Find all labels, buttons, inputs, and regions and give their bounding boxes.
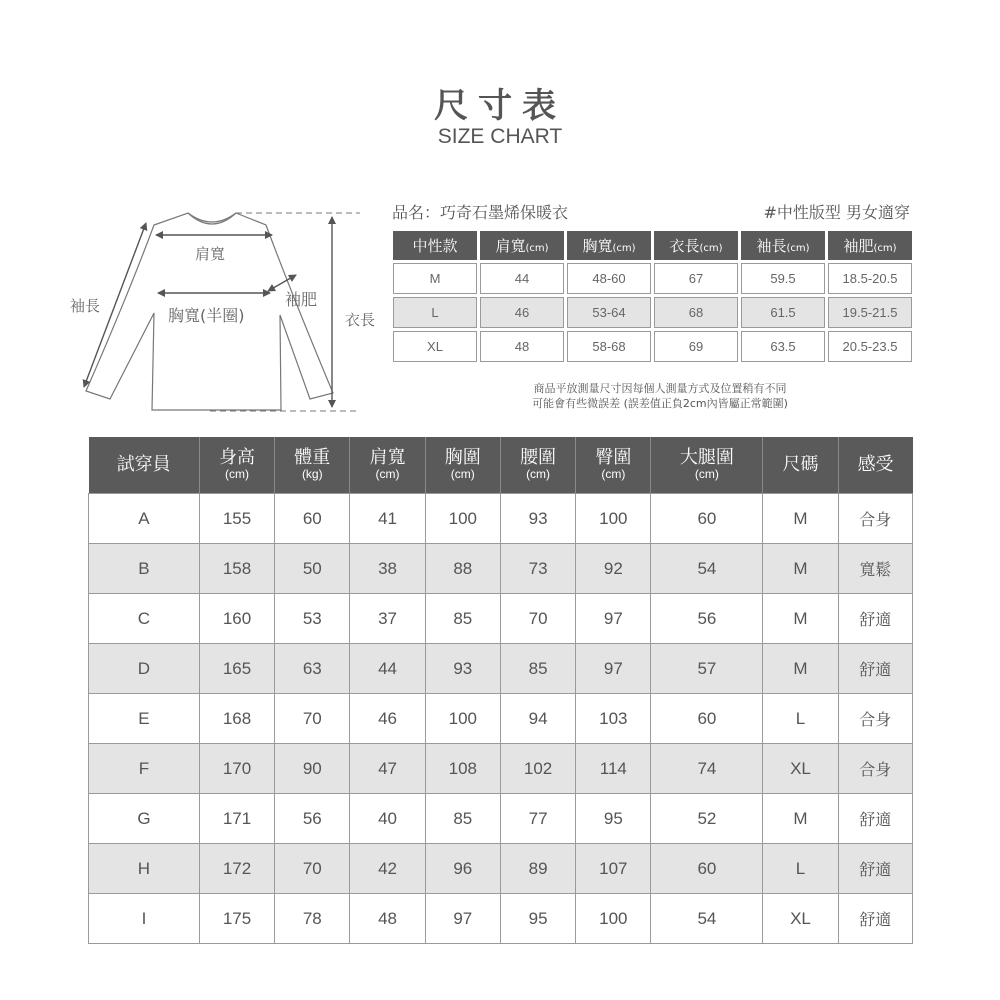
model-table-cell: 103: [576, 694, 651, 744]
note-line-2: 可能會有些微誤差 (誤差值正負2cm內皆屬正常範圍): [532, 397, 788, 410]
model-table-cell: 50: [275, 544, 350, 594]
model-table-cell: 93: [500, 494, 575, 544]
model-table-cell: 172: [199, 844, 274, 894]
model-table-cell: 155: [199, 494, 274, 544]
model-table-cell: 44: [350, 644, 425, 694]
table-row: [89, 894, 913, 944]
model-table-cell: A: [89, 494, 200, 544]
model-table-header-unit: (cm): [225, 467, 249, 481]
model-table-cell: 舒適: [838, 594, 912, 644]
model-table-cell: 60: [651, 844, 763, 894]
garment-diagram: [70, 205, 390, 420]
model-table-header-label: 尺碼: [782, 454, 819, 475]
model-table-cell: 41: [350, 494, 425, 544]
size-table-cell: 19.5-21.5: [828, 297, 912, 328]
model-table-cell: L: [763, 844, 838, 894]
size-table-header-4: [741, 231, 825, 260]
table-row: [393, 297, 912, 328]
model-table-cell: 100: [425, 694, 500, 744]
size-table-header-2: [567, 231, 651, 260]
model-table-cell: 60: [651, 494, 763, 544]
model-table-cell: 73: [500, 544, 575, 594]
model-table-cell: 89: [500, 844, 575, 894]
size-table-cell: 48-60: [567, 263, 651, 294]
model-table-header-unit: (kg): [301, 467, 323, 481]
size-table-cell: 59.5: [741, 263, 825, 294]
model-table-cell: 88: [425, 544, 500, 594]
size-table-cell: 44: [480, 263, 564, 294]
table-row: [89, 644, 913, 694]
model-table-cell: M: [763, 644, 838, 694]
table-row: [89, 794, 913, 844]
model-table-cell: L: [763, 694, 838, 744]
model-table-cell: 38: [350, 544, 425, 594]
size-table-header-unit: (cm): [699, 243, 723, 254]
model-table-header-label: 感受: [857, 454, 894, 475]
shoulder-width-label: 肩寬: [195, 245, 226, 263]
model-table-cell: 85: [425, 794, 500, 844]
size-table-header-label: 衣長: [669, 237, 700, 255]
model-table-cell: 100: [576, 494, 651, 544]
size-table-cell: 46: [480, 297, 564, 328]
model-table-cell: 96: [425, 844, 500, 894]
model-table-cell: 77: [500, 794, 575, 844]
product-name: 品名：巧奇石墨烯保暖衣: [392, 203, 569, 222]
size-table-header-label: 胸寬: [582, 237, 613, 255]
model-table-cell: 53: [275, 594, 350, 644]
model-table-cell: 60: [651, 694, 763, 744]
model-table-cell: 93: [425, 644, 500, 694]
size-table-header-unit: (cm): [786, 243, 810, 254]
model-table-header-unit: (cm): [601, 467, 626, 481]
model-table-cell: 56: [275, 794, 350, 844]
model-table-cell: 舒適: [838, 894, 912, 944]
table-row: [89, 694, 913, 744]
model-table-cell: 97: [425, 894, 500, 944]
model-table-cell: 52: [651, 794, 763, 844]
chest-width-label: 胸寬(半圈): [168, 306, 245, 325]
model-table-cell: 54: [651, 894, 763, 944]
size-table-header-label: 中性款: [412, 237, 458, 255]
size-table-cell: 58-68: [567, 331, 651, 362]
model-table-cell: 74: [651, 744, 763, 794]
sleeve-width-label: 袖肥: [285, 290, 318, 309]
size-table-cell: 18.5-20.5: [828, 263, 912, 294]
model-table-cell: H: [89, 844, 200, 894]
model-table-header-9: [838, 437, 912, 494]
model-fitting-table: [88, 437, 913, 944]
table-row: [89, 494, 913, 544]
table-row: [393, 331, 912, 362]
size-table-cell: 67: [654, 263, 738, 294]
model-table-header-unit: (cm): [694, 467, 719, 481]
size-table-header-5: [828, 231, 912, 260]
size-table-cell: 61.5: [741, 297, 825, 328]
model-table-cell: 56: [651, 594, 763, 644]
model-table-header-label: 體重: [294, 447, 331, 468]
model-table-cell: 63: [275, 644, 350, 694]
model-table-cell: 97: [576, 644, 651, 694]
model-table-header-unit: (cm): [375, 467, 400, 481]
model-table-cell: 107: [576, 844, 651, 894]
size-table-header-unit: (cm): [873, 243, 897, 254]
model-table-cell: 85: [425, 594, 500, 644]
model-table-cell: I: [89, 894, 200, 944]
model-table-header-label: 臀圍: [595, 447, 632, 468]
page-title: 尺寸表: [434, 86, 566, 126]
model-table-cell: 37: [350, 594, 425, 644]
model-table-cell: XL: [763, 744, 838, 794]
model-table-cell: 102: [500, 744, 575, 794]
model-table-cell: 92: [576, 544, 651, 594]
size-table-header-3: [654, 231, 738, 260]
model-table-cell: 舒適: [838, 844, 912, 894]
model-table-header-label: 身高: [219, 447, 255, 468]
table-row: [89, 594, 913, 644]
table-row: [89, 744, 913, 794]
model-table-cell: 60: [275, 494, 350, 544]
table-row: [393, 263, 912, 294]
table-row: [89, 544, 913, 594]
model-table-cell: 97: [576, 594, 651, 644]
model-table-header-1: [199, 437, 274, 494]
model-table-cell: 舒適: [838, 794, 912, 844]
model-table-header-0: [89, 437, 200, 494]
size-table-cell: 53-64: [567, 297, 651, 328]
model-table-cell: 70: [275, 844, 350, 894]
model-table-header-5: [500, 437, 575, 494]
model-table-cell: 57: [651, 644, 763, 694]
model-table-cell: XL: [763, 894, 838, 944]
size-table-cell: L: [393, 297, 477, 328]
size-table-cell: 68: [654, 297, 738, 328]
model-table-cell: 175: [199, 894, 274, 944]
model-table-cell: 94: [500, 694, 575, 744]
model-table-cell: 95: [500, 894, 575, 944]
size-table-cell: XL: [393, 331, 477, 362]
model-table-cell: 108: [425, 744, 500, 794]
size-table-cell: 20.5-23.5: [828, 331, 912, 362]
size-table-header-unit: (cm): [612, 243, 636, 254]
model-table-cell: 90: [275, 744, 350, 794]
model-table-cell: 100: [576, 894, 651, 944]
model-table-cell: 合身: [838, 694, 912, 744]
model-table-cell: 158: [199, 544, 274, 594]
model-table-cell: 95: [576, 794, 651, 844]
table-row: [89, 844, 913, 894]
model-table-cell: B: [89, 544, 200, 594]
model-table-cell: 70: [275, 694, 350, 744]
model-table-cell: 165: [199, 644, 274, 694]
model-table-cell: 78: [275, 894, 350, 944]
size-table-header-unit: (cm): [525, 243, 549, 254]
model-table-cell: 171: [199, 794, 274, 844]
model-table-header-7: [651, 437, 763, 494]
size-table-header-0: [393, 231, 477, 260]
size-table-cell: M: [393, 263, 477, 294]
model-table-cell: D: [89, 644, 200, 694]
model-table-cell: E: [89, 694, 200, 744]
model-table-cell: M: [763, 594, 838, 644]
model-table-cell: 48: [350, 894, 425, 944]
model-table-cell: G: [89, 794, 200, 844]
size-table-header-label: 袖長: [756, 237, 787, 255]
sleeve-length-label: 袖長: [70, 297, 101, 315]
model-table-cell: 70: [500, 594, 575, 644]
model-table-cell: 47: [350, 744, 425, 794]
model-table-cell: 168: [199, 694, 274, 744]
size-table-header-label: 袖肥: [843, 237, 874, 255]
size-table-cell: 48: [480, 331, 564, 362]
model-table-header-2: [275, 437, 350, 494]
model-table-header-3: [350, 437, 425, 494]
model-table-cell: 合身: [838, 744, 912, 794]
model-table-cell: 100: [425, 494, 500, 544]
model-table-header-unit: (cm): [526, 467, 551, 481]
model-table-header-label: 腰圍: [520, 447, 557, 468]
model-table-header-label: 試穿員: [116, 454, 171, 475]
model-table-cell: 114: [576, 744, 651, 794]
model-table-cell: 46: [350, 694, 425, 744]
model-table-cell: 寬鬆: [838, 544, 912, 594]
model-table-header-unit: (cm): [450, 467, 475, 481]
model-table-cell: 170: [199, 744, 274, 794]
model-table-header-label: 胸圍: [444, 447, 481, 468]
model-table-header-8: [763, 437, 838, 494]
size-table-cell: 63.5: [741, 331, 825, 362]
note-line-1: 商品平放測量尺寸因每個人測量方式及位置稍有不同: [533, 382, 787, 395]
body-length-label: 衣長: [345, 311, 376, 329]
model-table-cell: 85: [500, 644, 575, 694]
model-table-cell: F: [89, 744, 200, 794]
fit-note: #中性版型 男女適穿: [763, 203, 910, 222]
model-table-cell: M: [763, 494, 838, 544]
page-subtitle: SIZE CHART: [437, 125, 563, 148]
model-table-header-label: 大腿圍: [679, 447, 734, 468]
size-table-cell: 69: [654, 331, 738, 362]
model-table-cell: 42: [350, 844, 425, 894]
model-table-cell: M: [763, 544, 838, 594]
model-table-cell: 160: [199, 594, 274, 644]
model-table-cell: 40: [350, 794, 425, 844]
size-table-header-label: 肩寬: [495, 237, 526, 255]
measurement-note: [420, 381, 900, 411]
size-table-header-1: [480, 231, 564, 260]
model-table-header-6: [576, 437, 651, 494]
model-table-header-label: 肩寬: [369, 447, 406, 468]
model-table-cell: 合身: [838, 494, 912, 544]
model-table-header-4: [425, 437, 500, 494]
model-table-cell: 54: [651, 544, 763, 594]
model-table-cell: 舒適: [838, 644, 912, 694]
model-table-cell: C: [89, 594, 200, 644]
size-table: [390, 228, 915, 365]
model-table-cell: M: [763, 794, 838, 844]
